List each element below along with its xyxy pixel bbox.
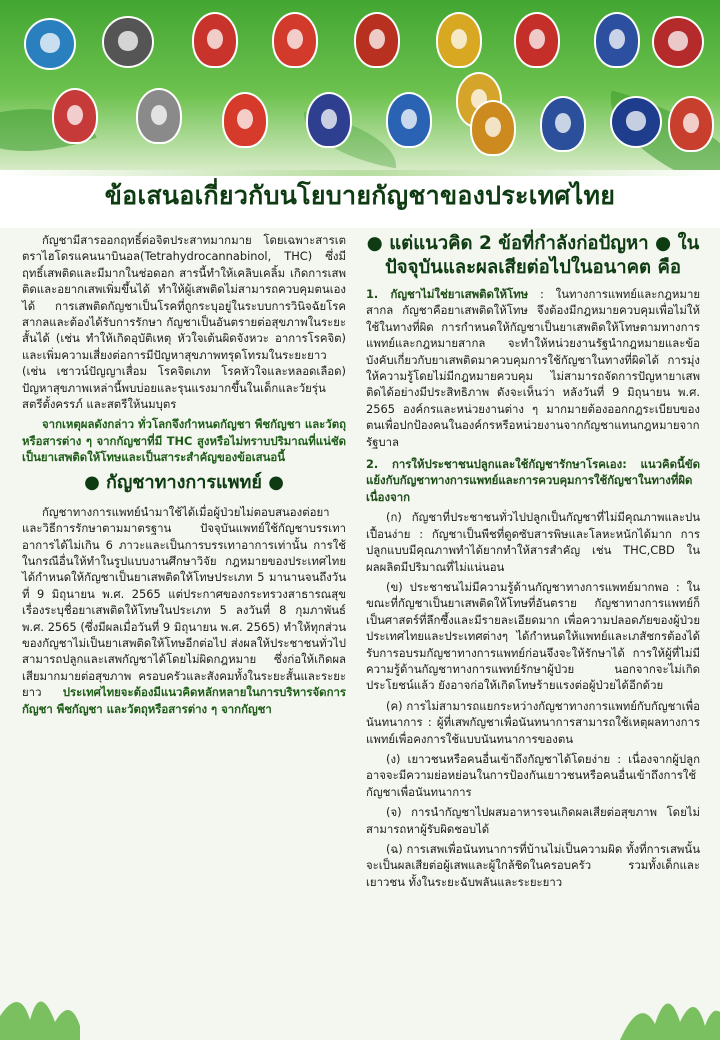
medical-heading: ● กัญชาทางการแพทย์ ●: [84, 471, 284, 493]
logo-9: [652, 16, 704, 68]
logo-3: [192, 12, 238, 68]
medical-paragraph-highlight: ประเทศไทยจะต้องมีแนวคิดหลักหลายในการบริหารจัดการกัญชา พืชกัญชา และวัตถุหรือสารต่าง ๆ จากกัญชา: [22, 685, 346, 716]
list-item: (ง) เยาวชนหรือคนอื่นเข้าถึงกัญชาได้โดยง่าย : เนื่องจากผู้ปลูกอาจจะมีความย่อหย่อนในการป้องกันเยาวชนหรือคนอื่นเข้าถึงการใช้กัญชาเพื่อนันทนาการ: [366, 751, 700, 799]
logo-14: [386, 92, 432, 148]
logo-8: [594, 12, 640, 68]
list-item: (ข) ประชาชนไม่มีความรู้ด้านกัญชาทางการแพทย์มากพอ : ในขณะที่กัญชาเป็นยาเสพติดให้โทษที่อันตราย กัญชาทางการแพทย์ก็เป็นศาสตร์ที่ลึกซึ้งและมีรายละเอียดมาก เพื่อความปลอดภัยของผู้ป่วย ประเทศไทยและประเทศต่างๆ ได้กำหนดให้แพทย์และเภสัชกรต้องได้รับการอบรมกัญชาทางการแพทย์ก่อนจึงจะให้รักษาได้ การให้ผู้ที่ไม่มีความรู้ด้านกัญชาทางการแพทย์รักษาผู้ป่วย นอกจากจะไม่เกิดประโยชน์แล้ว ยังอาจก่อให้เกิดโทษร้ายแรงต่อผู้ป่วยได้อีกด้วย: [366, 579, 700, 693]
section-1-title: 1. กัญชาไม่ใช่ยาเสพติดให้โทษ: [366, 287, 529, 301]
list-item: (จ) การนำกัญชาไปผสมอาหารจนเกิดผลเสียต่อสุขภาพ โดยไม่สามารถหาผู้รับผิดชอบได้: [366, 805, 700, 836]
logo-18: [610, 96, 662, 148]
medical-paragraph-text: กัญชาทางการแพทย์นำมาใช้ได้เมื่อผู้ป่วยไม่ตอบสนองต่อยาและวิธีการรักษาตามมาตรฐาน ปัจจุบันแพทย์ใช้กัญชาบรรเทาอาการได้ไม่เกิน 6 ภาวะและเป็นการบรรเทาอาการเท่านั้น การใช้ในกรณีอื่นให้ทำในรูปแบบงานศึกษาวิจัย กฎหมายของประเทศไทยได้กำหนดให้กัญชาเป็นยาเสพติดให้โทษประเภท 5 มานานจนถึงวันที่ 9 มิถุนายน พ.ศ. 2565 แต่ประกาศของกระทรวงสาธารณสุข เรื่องระบุชื่อยาเสพติดให้โทษในประเภท 5 ลงวันที่ 8 กุมภาพันธ์ พ.ศ. 2565 (ซึ่งมีผลเมื่อวันที่ 9 มิถุนายน พ.ศ. 2565) ทำให้ทุกส่วนของกัญชาไม่เป็นยาเสพติดให้โทษอีกต่อไป ส่งผลให้ประชาชนทั่วไปสามารถปลูกและเสพกัญชาได้โดยไม่ผิดกฎหมาย ซึ่งก่อให้เกิดผลเสียมากมายต่อสุขภาพ ครอบครัวและสังคมทั้งในระยะสั้นและระยะยาว: [22, 504, 346, 700]
header-banner: [0, 0, 720, 172]
logo-6: [436, 12, 482, 68]
logo-13: [306, 92, 352, 148]
right-column: [366, 232, 700, 894]
list-item: (ฉ) การเสพเพื่อนันทนาการที่บ้านไม่เป็นความผิด ทั้งที่การเสพนั้นจะเป็นผลเสียต่อผู้เสพและผู้ใกล้ชิดในครอบครัว รวมทั้งเด็กและเยาวชน ทั้งในระยะฉับพลันและระยะยาว: [366, 842, 700, 889]
logo-4: [272, 12, 318, 68]
medical-paragraph: [22, 504, 346, 717]
logo-1: [24, 18, 76, 70]
logo-11: [136, 88, 182, 144]
logo-16: [470, 100, 516, 156]
logo-19: [668, 96, 714, 152]
section-2-title: 2. การให้ประชาชนปลูกและใช้กัญชารักษาโรคเอง: แนวคิดนี้ขัดแย้งกับกัญชาทางการแพทย์และการควบคุมการใช้กัญชาในทางที่ผิด เนื่องจาก: [366, 457, 700, 504]
conclusion-paragraph: จากเหตุผลดังกล่าว ทั่วโลกจึงกำหนดกัญชา พืชกัญชา และวัตถุหรือสารต่าง ๆ จากกัญชาที่มี THC สูงหรือไม่ทราบปริมาณที่แน่ชัด เป็นยาเสพติดให้โทษและเป็นสาระสำคัญของข้อเสนอนี้: [22, 417, 346, 465]
list-item: (ค) การไม่สามารถแยกระหว่างกัญชาทางการแพทย์กับกัญชาเพื่อนันทนาการ : ผู้ที่เสพกัญชาเพื่อนันทนาการสามารถใช้เหตุผลทางการแพทย์เพื่อคงการใช้แบบนันทนาการของตน: [366, 698, 700, 746]
logo-10: [52, 88, 98, 144]
page-title: ข้อเสนอเกี่ยวกับนโยบายกัญชาของประเทศไทย: [104, 181, 616, 210]
logo-17: [540, 96, 586, 152]
logo-12: [222, 92, 268, 148]
section-1-text: : ในทางการแพทย์และกฎหมายสากล กัญชาคือยาเสพติดให้โทษ จึงต้องมีกฎหมายควบคุมเพื่อไม่ให้ใช้ในทางที่ผิด การกำหนดให้กัญชาเป็นยาเสพติดให้โทษตามทางการแพทย์และกฎหมายสากล จะทำให้หน่วยงานรัฐนำกฎหมายและข้อบังคับเกี่ยวกับยาเสพติดมาควบคุมการใช้กัญชาในทางที่ผิดได้ การมุ่งให้ความรู้โดยไม่มีกฎหมายควบคุม ไม่สามารถจัดการปัญหายาเสพติดได้อย่างมีประสิทธิภาพ ดังจะเห็นว่า หลังวันที่ 9 มิถุนายน พ.ศ. 2565 องค์กรและหน่วยงานต่าง ๆ มากมายต้องออกกฎระเบียบของตนเพื่อปกป้องคนในองค์กรหรือหน่วยงานจากกัญชาแทนกฎหมายจากรัฐบาล: [366, 287, 701, 449]
list-item: (ก) กัญชาที่ประชาชนทั่วไปปลูกเป็นกัญชาที่ไม่มีคุณภาพและปนเปื้อนง่าย : กัญชาเป็นพืชที่ดูดซับสารพิษและโลหะหนักได้มาก การปลูกแบบมีคุณภาพทำได้ยากทำให้สารสำคัญ เช่น THC,CBD ในผลผลิตมีปริมาณที่ไม่แน่นอน: [366, 510, 700, 574]
logo-7: [514, 12, 560, 68]
left-column: [22, 232, 346, 721]
logo-2: [102, 16, 154, 68]
section-1: [366, 286, 700, 450]
logo-5: [354, 12, 400, 68]
right-heading: ● แต่แนวคิด 2 ข้อที่กำลังก่อปัญหา ● ในปัจจุบันและผลเสียต่อไปในอนาคต คือ: [366, 233, 700, 278]
intro-paragraph: กัญชามีสารออกฤทธิ์ต่อจิตประสาทมากมาย โดยเฉพาะสารเตตราไฮโดรแคนนาบินอล(Tetrahydrocannabinol, THC) ซึ่งมีฤทธิ์เสพติดและมีมากในช่อดอก สารนี้ทำให้เคลิบเคลิ้ม เกิดการเสพติดและอยากเสพเพิ่มขึ้นได้ ทำให้ผู้เสพติดไม่สามารถควบคุมตนเองได้ การเสพติดกัญชาเป็นโรคที่ถูกระบุอยู่ในระบบการวินิจฉัยโรคสากลและต้องได้รับการรักษา กัญชาเป็นอันตรายต่อสุขภาพในระยะสั้นได้ (เช่น ทำให้เกิดอุบัติเหตุ หัวใจเต้นผิดจังหวะ อาการโรคจิต) และเพิ่มความเสี่ยงต่อการมีปัญหาสุขภาพทรุดโทรมในระยะยาว (เช่น เชาวน์ปัญญาเสื่อม โรคจิตเภท โรคหัวใจและหลอดเลือด) ปัญหาสุขภาพเหล่านี้พบบ่อยและรุนแรงมากขึ้นในเด็กและวัยรุ่น สตรีตั้งครรภ์ และสตรีให้นมบุตร: [22, 233, 346, 412]
